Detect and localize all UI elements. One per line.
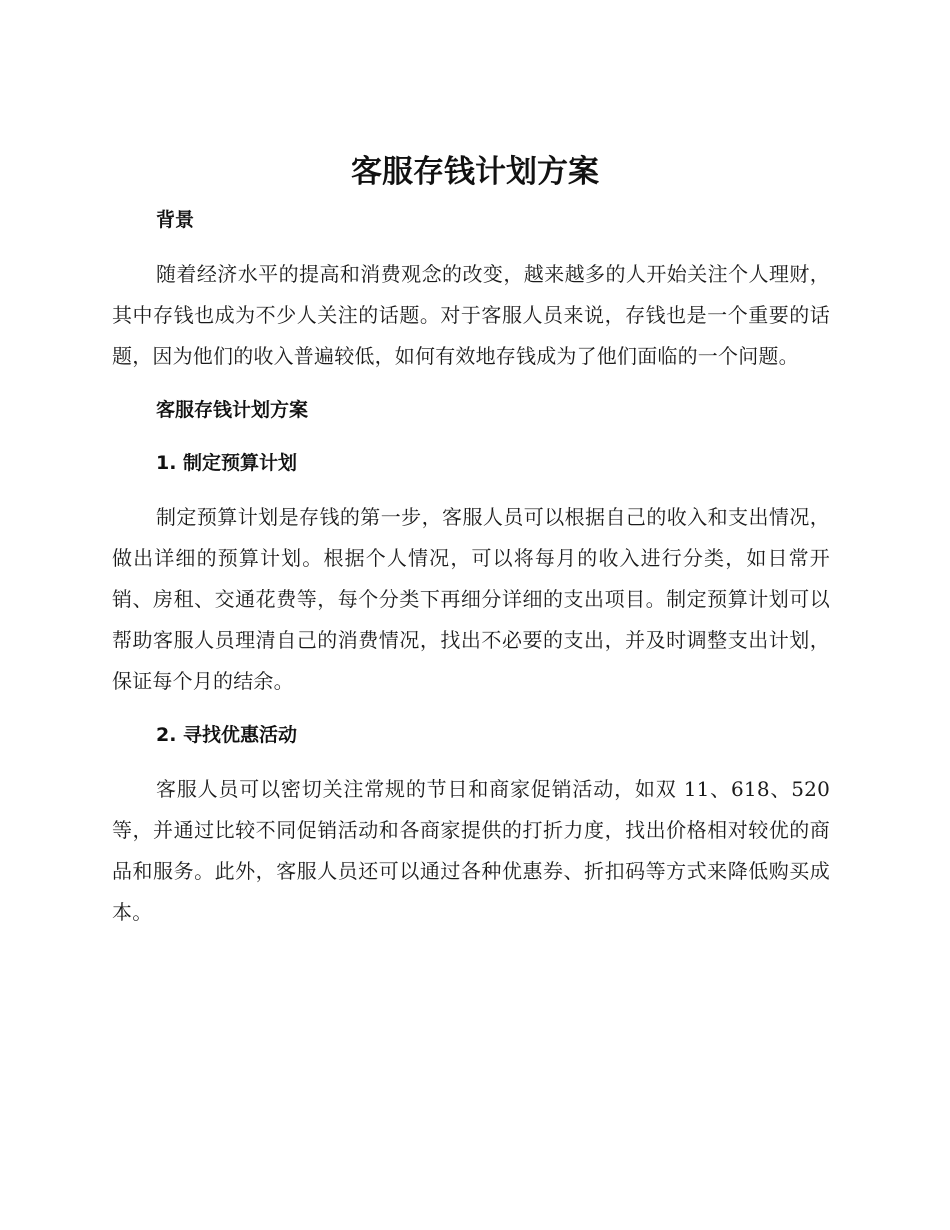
document-title: 客服存钱计划方案	[351, 154, 599, 190]
section-heading-plan: 客服存钱计划方案	[156, 399, 309, 421]
section-heading-background: 背景	[156, 209, 195, 231]
section-paragraph-background: 随着经济水平的提高和消费观念的改变，越来越多的人开始关注个人理财，其中存钱也成为不少人关注的话题。对于客服人员来说，存钱也是一个重要的话题，因为他们的收入普遍较低，如何有效地存钱成为了他们面临的一个问题。	[112, 262, 830, 368]
document-body	[112, 200, 830, 933]
section-paragraph-discounts: 客服人员可以密切关注常规的节日和商家促销活动，如双 11、618、520 等，并通过比较不同促销活动和各商家提供的打折力度，找出价格相对较优的商品和服务。此外，客服人员还可以通过各种优惠券、折扣码等方式来降低购买成本。	[112, 777, 830, 924]
section-heading-budget: 1. 制定预算计划	[156, 452, 298, 474]
section-heading-discounts: 2. 寻找优惠活动	[156, 724, 298, 746]
section-paragraph-budget: 制定预算计划是存钱的第一步，客服人员可以根据自己的收入和支出情况，做出详细的预算计划。根据个人情况，可以将每月的收入进行分类，如日常开销、房租、交通花费等，每个分类下再细分详细的支出项目。制定预算计划可以帮助客服人员理清自己的消费情况，找出不必要的支出，并及时调整支出计划，保证每个月的结余。	[112, 505, 830, 693]
